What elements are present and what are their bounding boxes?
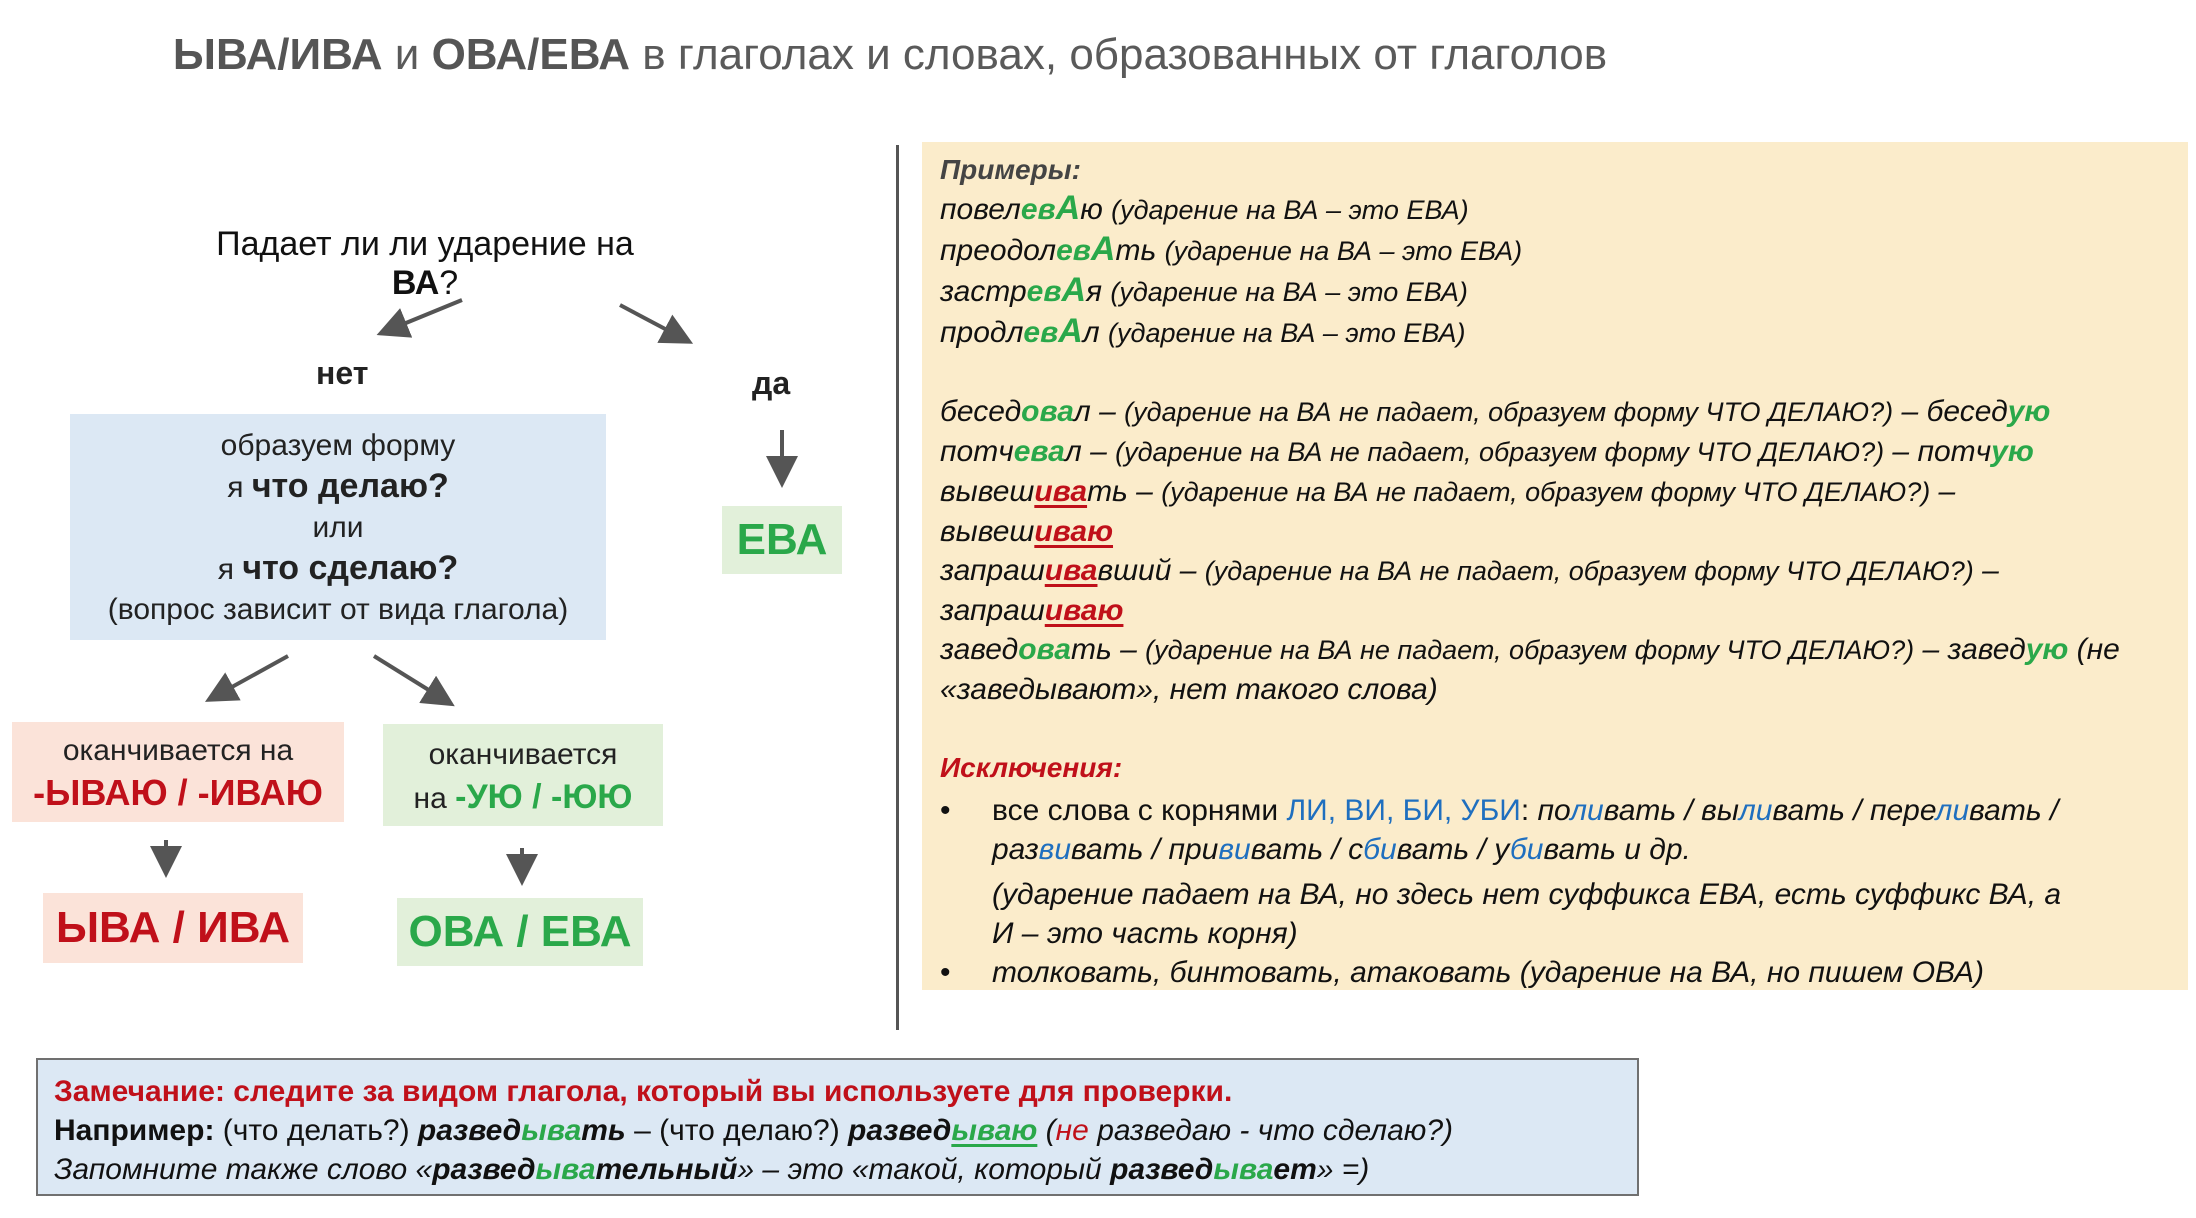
eva-result: ЕВА [722,506,842,574]
title-rest: в глаголах и словах, образованных от глаголов [630,30,1608,79]
note-warning: Замечание: следите за видом глагола, который вы используете для проверки. [54,1075,1233,1108]
example-line: запрашивавший – (ударение на ВА не падает, образуем форму ЧТО ДЕЛАЮ?) – [940,554,1999,587]
exception-item: • все слова с корнями ЛИ, ВИ, БИ, УБИ: поливать / выливать / переливать / развивать / прививать / сбивать / убивать и др. (ударение падает на ВА, но здесь нет суффикса ЕВА, есть суффикс ВА, а И – это часть корня) [940,794,2062,950]
yes-label: да [752,365,791,401]
ends-uyu-box: оканчивается на -УЮ / -ЮЮ [383,724,663,826]
exceptions-header: Исключения: [940,752,1123,783]
note-remember: Запомните также слово «разведывательный» – это «такой, который разведывает» =) [54,1153,1370,1186]
ends-yvayu-box: оканчивается на -ЫВАЮ / -ИВАЮ [12,722,344,822]
arrow-to-yvayu [212,656,288,698]
title-and: и [382,30,432,79]
example-line: вывешивать – (ударение на ВА не падает, образуем форму ЧТО ДЕЛАЮ?) – [940,475,1956,508]
vertical-divider [896,145,899,1030]
exception-item: • толковать, бинтовать, атаковать (ударение на ВА, но пишем ОВА) [940,956,1985,989]
example-line: преодолевАть (ударение на ВА – это ЕВА) [940,230,1523,268]
example-line: застревАя (ударение на ВА – это ЕВА) [940,271,1468,309]
note-example: Например: (что делать?) разведывать – (что делаю?) разведываю (не разведаю - что сделаю?) [54,1114,1453,1147]
note-box [36,1058,1639,1196]
example-line: потчевал – (ударение на ВА не падает, образуем форму ЧТО ДЕЛАЮ?) – потчую [940,435,2034,468]
title-yva: ЫВА/ИВА [172,30,383,79]
arrow-to-uyu [374,656,448,702]
form-question-box: образуем форму я что делаю? или я что сделаю? (вопрос зависит от вида глагола) [70,414,606,640]
stress-question: Падает ли ли ударение на ВА? [216,225,634,302]
result-yva-iva: ЫВА / ИВА [43,893,303,963]
arrow-to-yes [620,305,686,340]
arrow-to-no [384,300,462,332]
example-line: заведовать – (ударение на ВА не падает, образуем форму ЧТО ДЕЛАЮ?) – заведую (не [940,633,2120,666]
examples-header: Примеры: [940,154,1081,185]
result-ova-eva: ОВА / ЕВА [397,898,643,966]
examples-panel: Примеры: повелевАю (ударение на ВА – это ЕВА) преодолевАть (ударение на ВА – это ЕВА) застревАя (ударение на ВА – это ЕВА) продлевАл (ударение на ВА – это ЕВА) беседовал – (ударение на ВА не падает, образуем форму ЧТО ДЕЛАЮ?) – беседую потчевал – (ударение на ВА не падает, образуем форму ЧТО ДЕЛАЮ?) – потчую вывешивать – (ударение на ВА не падает, образуем форму ЧТО ДЕЛАЮ?) – вывешиваю запрашивавший – (ударение на ВА не падает, образуем форму ЧТО ДЕЛАЮ?) – запрашиваю заведовать – (ударение на ВА не падает, образуем форму ЧТО ДЕЛАЮ?) – заведую (не «заведывают», нет такого слова) Исключения: • все слова с корнями ЛИ, ВИ, БИ, УБИ: поливать / выливать / переливать / развивать / прививать / сбивать / убивать и др. (ударение падает на ВА, но здесь нет суффикса ЕВА, есть суффикс ВА, а И – это часть корня) • толковать, бинтовать, атаковать (ударение на ВА, но пишем ОВА) [922,142,2188,990]
no-label: нет [316,355,369,391]
title-ova: ОВА/ЕВА [431,30,631,79]
example-line: беседовал – (ударение на ВА не падает, образуем форму ЧТО ДЕЛАЮ?) – беседую [940,395,2051,428]
example-line: повелевАю (ударение на ВА – это ЕВА) [940,189,1469,227]
example-line: продлевАл (ударение на ВА – это ЕВА) [940,312,1466,350]
